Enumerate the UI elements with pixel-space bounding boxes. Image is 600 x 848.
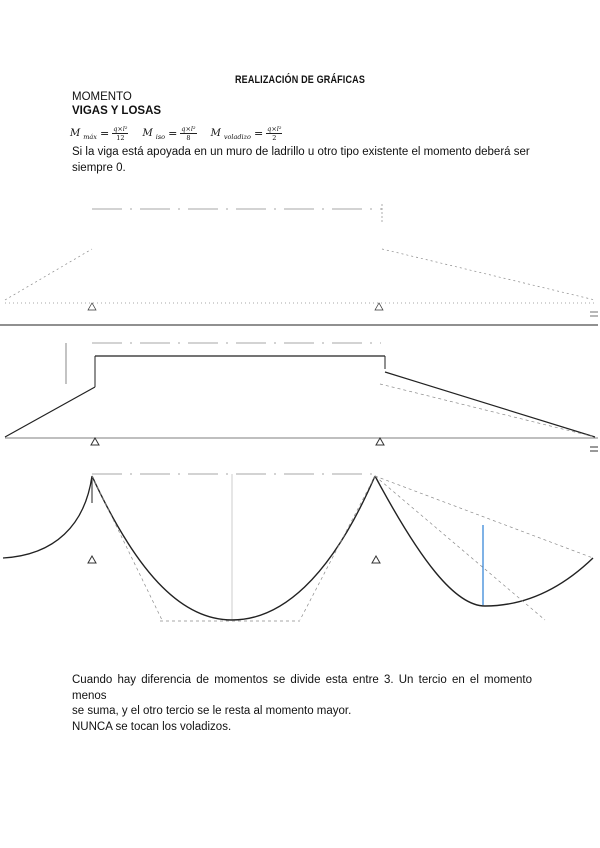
paragraph-line: NUNCA se tocan los voladizos. xyxy=(72,720,232,733)
diagram-1-right-slope xyxy=(382,249,595,300)
paragraph-line: siempre 0. xyxy=(72,161,126,174)
diagram-2-right-slope xyxy=(385,372,595,437)
diagram-2 xyxy=(5,343,598,451)
formula-symbol: M xyxy=(142,127,153,139)
span-parabola xyxy=(92,476,375,620)
formula-subscript: voladizo xyxy=(223,133,251,141)
formula-voladizo: M voladizo = $\frac{\text{q×l²}}{2}$ xyxy=(210,124,282,142)
diagram-3-right-dashed xyxy=(375,476,593,558)
right-span-parabola xyxy=(375,476,593,606)
support-icon xyxy=(88,303,96,310)
diagram-1-left-slope xyxy=(5,249,92,300)
formula-max: M máx = $\frac{\text{q×l²}}{12}$ xyxy=(70,124,128,142)
paragraph-line: Cuando hay diferencia de momentos se divide esta entre 3. Un tercio en el momento menos xyxy=(72,674,532,702)
formula-denominator: 8 xyxy=(186,133,191,142)
diagram-2-right-dashed xyxy=(380,384,595,437)
formula-symbol: M xyxy=(210,127,221,139)
support-icon xyxy=(376,438,384,445)
support-icon xyxy=(372,556,380,563)
diagram-3-left-dashed xyxy=(92,476,162,620)
formula-subscript: máx xyxy=(83,133,97,141)
diagram-2-left-slope xyxy=(5,387,95,437)
formula-denominator: 12 xyxy=(116,133,125,142)
support-icon xyxy=(91,438,99,445)
formula-denominator: 2 xyxy=(272,133,277,142)
formula-numerator: q×l² xyxy=(181,124,196,133)
diagram-3-right-lower-dashed xyxy=(375,476,545,620)
support-icon xyxy=(375,303,383,310)
paragraph-line: Si la viga está apoyada en un muro de ladrillo u otro tipo existente el momento deberá ser xyxy=(72,146,530,158)
diagram-1 xyxy=(0,204,598,325)
page-title: REALIZACIÓN DE GRÁFICAS xyxy=(234,74,366,86)
diagram-3 xyxy=(3,474,593,621)
section-heading-vigas-losas: VIGAS Y LOSAS xyxy=(72,105,162,117)
left-cantilever-curve xyxy=(3,476,92,558)
formula-subscript: iso xyxy=(155,133,166,141)
support-icon xyxy=(88,556,96,563)
paragraph-moment-rule xyxy=(72,673,532,735)
formula-iso: M iso = $\frac{\text{q×l²}}{8}$ xyxy=(142,124,196,142)
formula-numerator: q×l² xyxy=(267,124,282,133)
formula-numerator: q×l² xyxy=(113,124,128,133)
section-heading-momento: MOMENTO xyxy=(72,91,132,103)
paragraph-line: se suma, y el otro tercio se le resta al momento mayor. xyxy=(72,705,352,717)
formula-symbol: M xyxy=(70,127,81,139)
